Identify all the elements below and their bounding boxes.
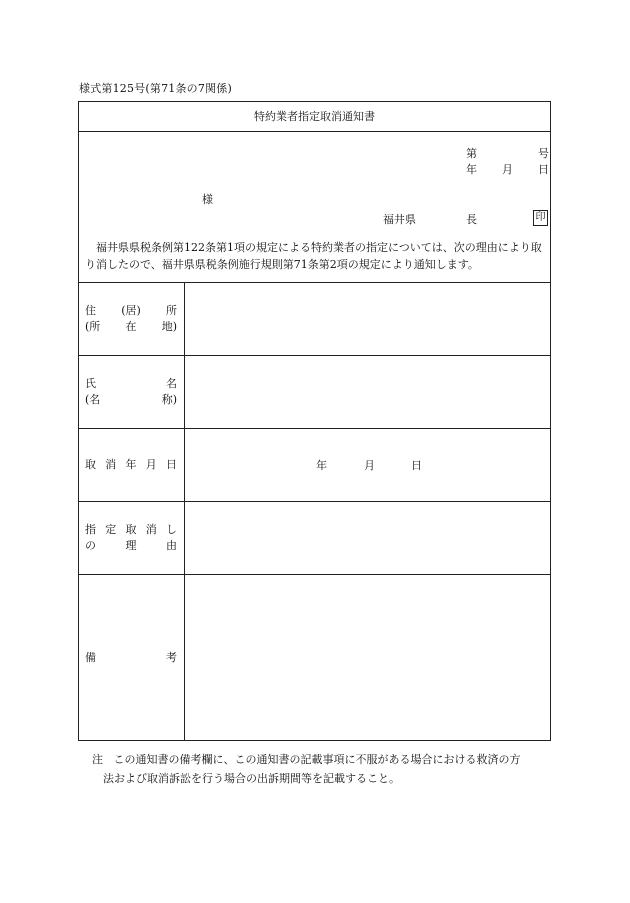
- label-reason-line1: 指 定 取 消 し: [85, 523, 177, 536]
- number-go: 号: [538, 147, 549, 160]
- seal-mark: 印: [533, 210, 548, 226]
- number-dai: 第: [466, 147, 477, 160]
- label-address-line1: 住 (居) 所: [85, 304, 177, 317]
- issuer-prefecture: 福井県: [383, 213, 416, 226]
- notice-form: [78, 101, 551, 741]
- cancel-year: 年: [316, 459, 327, 472]
- label-name-line2: (名 称): [85, 393, 177, 406]
- date-month: 月: [502, 163, 513, 176]
- row-name: [79, 355, 550, 428]
- label-cancel-date: 取 消 年 月 日: [85, 458, 177, 471]
- label-name-line1: 氏 名: [85, 377, 177, 390]
- cancel-day: 日: [411, 459, 422, 472]
- addressee-sama: 様: [202, 193, 213, 206]
- footnote: [92, 750, 552, 788]
- row-address: [79, 282, 550, 355]
- row-remarks: [79, 574, 550, 740]
- label-column-divider: [184, 283, 185, 741]
- row-cancel-date: [79, 428, 550, 501]
- footnote-line2: 法および取消訴訟を行う場合の出訴期間等を記載すること。: [103, 772, 400, 785]
- footnote-line1: 注 この通知書の備考欄に、この通知書の記載事項に不服がある場合における救済の方: [92, 753, 521, 766]
- form-title: 特約業者指定取消通知書: [79, 102, 550, 132]
- label-address-line2: (所 在 地): [85, 320, 177, 333]
- body-text: 福井県県税条例第122条第1項の規定による特約業者の指定については、次の理由により取り消したので、福井県県税条例施行規則第71条第2項の規定により通知します。: [85, 241, 542, 271]
- row-reason: [79, 501, 550, 574]
- date-day: 日: [538, 163, 549, 176]
- form-number: 様式第125号(第71条の7関係): [79, 82, 232, 95]
- issuer-chief: 長: [466, 213, 477, 226]
- label-remarks: 備 考: [85, 651, 177, 664]
- cancel-month: 月: [364, 459, 375, 472]
- date-year: 年: [466, 163, 477, 176]
- label-reason-line2: の 理 由: [85, 539, 177, 552]
